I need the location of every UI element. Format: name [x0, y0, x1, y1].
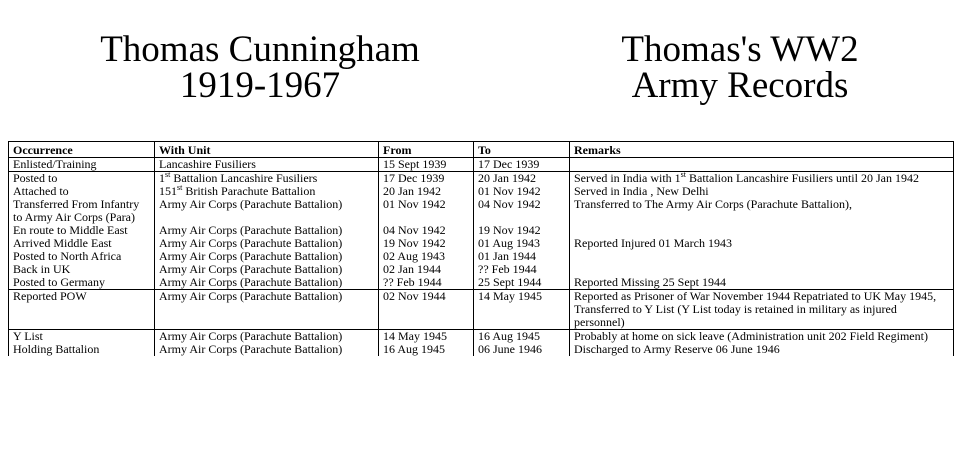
person-lifespan: 1919-1967	[179, 65, 341, 106]
from-cell: 01 Nov 1942	[379, 198, 474, 224]
person-title	[40, 29, 480, 106]
from-cell: 14 May 1945	[379, 330, 474, 344]
from-cell: ?? Feb 1944	[379, 276, 474, 290]
table-row	[9, 330, 954, 344]
table-row	[9, 172, 954, 186]
occurrence-cell: Y List	[9, 330, 155, 344]
remarks-cell: Reported Injured 01 March 1943	[570, 237, 954, 250]
column-header-occurrence: Occurrence	[9, 142, 155, 158]
remarks-cell	[570, 158, 954, 172]
unit-cell: Army Air Corps (Parachute Battalion)	[155, 343, 379, 356]
column-header-unit: With Unit	[155, 142, 379, 158]
occurrence-cell: Arrived Middle East	[9, 237, 155, 250]
occurrence-cell: Attached to	[9, 185, 155, 198]
unit-cell: Army Air Corps (Parachute Battalion)	[155, 198, 379, 224]
occurrence-cell: Back in UK	[9, 263, 155, 276]
to-cell: ?? Feb 1944	[474, 263, 570, 276]
from-cell: 15 Sept 1939	[379, 158, 474, 172]
ordinal-suffix: st	[177, 183, 183, 192]
column-header-remarks: Remarks	[570, 142, 954, 158]
table-row	[9, 158, 954, 172]
remarks-text: Battalion Lancashire Fusiliers until 20 Jan 1942	[686, 171, 919, 185]
unit-cell: Army Air Corps (Parachute Battalion)	[155, 224, 379, 237]
remarks-cell: Probably at home on sick leave (Administration unit 202 Field Regiment)	[570, 330, 954, 344]
unit-text: 151	[159, 184, 177, 198]
occurrence-cell: Transferred From Infantry to Army Air Corps (Para)	[9, 198, 155, 224]
remarks-cell: Reported as Prisoner of War November 1944 Repatriated to UK May 1945, Transferred to Y List (Y List today is retained in military as injured personnel)	[570, 290, 954, 330]
from-cell: 19 Nov 1942	[379, 237, 474, 250]
occurrence-cell: Posted to North Africa	[9, 250, 155, 263]
unit-cell: Army Air Corps (Parachute Battalion)	[155, 237, 379, 250]
unit-cell	[155, 172, 379, 186]
from-cell: 20 Jan 1942	[379, 185, 474, 198]
table-row	[9, 290, 954, 330]
from-cell: 02 Aug 1943	[379, 250, 474, 263]
to-cell: 25 Sept 1944	[474, 276, 570, 290]
to-cell: 14 May 1945	[474, 290, 570, 330]
column-header-to: To	[474, 142, 570, 158]
unit-cell: Army Air Corps (Parachute Battalion)	[155, 250, 379, 263]
ordinal-suffix: st	[680, 170, 686, 179]
occurrence-cell: Reported POW	[9, 290, 155, 330]
remarks-cell: Served in India , New Delhi	[570, 185, 954, 198]
to-cell: 20 Jan 1942	[474, 172, 570, 186]
occurrence-cell: En route to Middle East	[9, 224, 155, 237]
army-records-table	[8, 141, 954, 356]
unit-text: 1	[159, 171, 165, 185]
records-title-line2: Army Records	[631, 65, 849, 106]
remarks-cell	[570, 250, 954, 263]
unit-cell: Army Air Corps (Parachute Battalion)	[155, 290, 379, 330]
occurrence-cell: Posted to	[9, 172, 155, 186]
table-row	[9, 276, 954, 290]
unit-text: British Parachute Battalion	[182, 184, 316, 198]
occurrence-cell: Holding Battalion	[9, 343, 155, 356]
table-header-row	[9, 142, 954, 158]
to-cell: 01 Nov 1942	[474, 185, 570, 198]
unit-cell: Lancashire Fusiliers	[155, 158, 379, 172]
unit-cell: Army Air Corps (Parachute Battalion)	[155, 330, 379, 344]
from-cell: 04 Nov 1942	[379, 224, 474, 237]
to-cell: 04 Nov 1942	[474, 198, 570, 224]
to-cell: 16 Aug 1945	[474, 330, 570, 344]
from-cell: 16 Aug 1945	[379, 343, 474, 356]
to-cell: 06 June 1946	[474, 343, 570, 356]
from-cell: 17 Dec 1939	[379, 172, 474, 186]
from-cell: 02 Nov 1944	[379, 290, 474, 330]
to-cell: 17 Dec 1939	[474, 158, 570, 172]
records-title-line1: Thomas's WW2	[621, 29, 859, 70]
table-row	[9, 198, 954, 224]
unit-cell: Army Air Corps (Parachute Battalion)	[155, 276, 379, 290]
remarks-cell: Reported Missing 25 Sept 1944	[570, 276, 954, 290]
column-header-from: From	[379, 142, 474, 158]
occurrence-cell: Posted to Germany	[9, 276, 155, 290]
from-cell: 02 Jan 1944	[379, 263, 474, 276]
table-row	[9, 343, 954, 356]
remarks-cell: Discharged to Army Reserve 06 June 1946	[570, 343, 954, 356]
remarks-cell: Transferred to The Army Air Corps (Parachute Battalion),	[570, 198, 954, 224]
ordinal-suffix: st	[165, 170, 171, 179]
occurrence-cell: Enlisted/Training	[9, 158, 155, 172]
to-cell: 19 Nov 1942	[474, 224, 570, 237]
remarks-text: Served in India with 1	[574, 171, 681, 185]
records-title	[520, 29, 960, 106]
unit-cell: Army Air Corps (Parachute Battalion)	[155, 263, 379, 276]
remarks-cell	[570, 172, 954, 186]
person-name: Thomas Cunningham	[100, 29, 420, 70]
to-cell: 01 Aug 1943	[474, 237, 570, 250]
to-cell: 01 Jan 1944	[474, 250, 570, 263]
unit-text: Battalion Lancashire Fusiliers	[170, 171, 318, 185]
